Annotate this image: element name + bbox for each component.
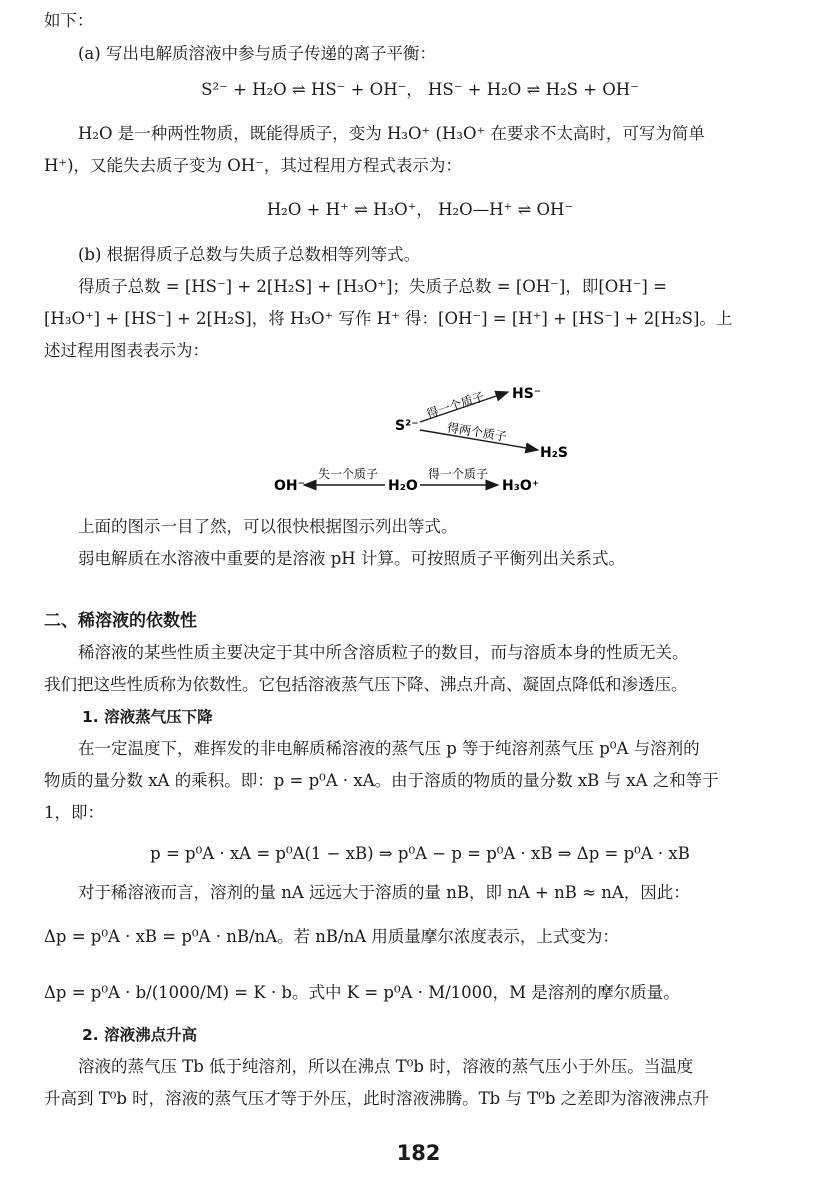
label-lose-one: 失一个质子 [318,467,379,481]
label-gain-one-bottom: 得一个质子 [428,467,489,481]
text-line: 述过程用图表表示为： [44,341,209,360]
text-line: p = p⁰A · xA = p⁰A(1 − xB) ⇒ p⁰A − p = p⁰A · xB ⇒ Δp = p⁰A · xB [150,844,690,863]
hs-label: HS⁻ [512,386,542,402]
text-line: 上面的图示一目了然，可以很快根据图示列出等式。 [78,517,458,536]
text-line: S²⁻ + H₂O ⇌ HS⁻ + OH⁻， HS⁻ + H₂O ⇌ H₂S + OH⁻ [201,80,639,99]
s2-label: S²⁻ [395,418,419,434]
text-line: 溶液的蒸气压 Tb 低于纯溶剂，所以在沸点 T⁰b 时，溶液的蒸气压小于外压。当温度 [78,1057,694,1076]
text-line: [H₃O⁺] + [HS⁻] + 2[H₂S]，将 H₃O⁺ 写作 H⁺ 得：[OH⁻] = [H⁺] + [HS⁻] + 2[H₂S]。上 [44,309,733,328]
text-line: H₂O + H⁺ ⇌ H₃O⁺， H₂O—H⁺ ⇌ OH⁻ [266,200,574,219]
text-line: 得质子总数 = [HS⁻] + 2[H₂S] + [H₃O⁺]；失质子总数 = [OH⁻]，即[OH⁻] = [78,277,667,296]
text-line: (a) 写出电解质溶液中参与质子传递的离子平衡： [78,44,436,63]
label-gain-one: 得一个质子 [424,389,487,422]
text-line: 在一定温度下，难挥发的非电解质稀溶液的蒸气压 p 等于纯溶剂蒸气压 p⁰A 与溶剂的 [78,739,700,758]
proton-transfer-diagram [260,380,580,505]
text-line: 1，即： [44,803,104,822]
text-line: 物质的量分数 xA 的乘积。即：p = p⁰A · xA。由于溶质的物质的量分数 xB 与 xA 之和等于 [44,771,719,790]
text-line: Δp = p⁰A · b/(1000/M) = K · b。式中 K = p⁰A · M/1000，M 是溶剂的摩尔质量。 [44,983,680,1002]
h2s-label: H₂S [540,445,568,461]
text-line: 升高到 T⁰b 时，溶液的蒸气压才等于外压，此时溶液沸腾。Tb 与 T⁰b 之差即为溶液沸点升 [44,1089,710,1108]
text-line: H⁺)，又能失去质子变为 OH⁻，其过程用方程式表示为： [44,156,462,175]
text-line: 我们把这些性质称为依数性。它包括溶液蒸气压下降、沸点升高、凝固点降低和渗透压。 [44,675,688,694]
h2o-label: H₂O [388,478,418,494]
h3o-label: H₃O⁺ [502,478,540,494]
text-line: 弱电解质在水溶液中重要的是溶液 pH 计算。可按照质子平衡列出关系式。 [78,549,625,568]
text-line: H₂O 是一种两性物质，既能得质子，变为 H₃O⁺ (H₃O⁺ 在要求不太高时，可写为简单 [78,124,705,143]
section-heading: 二、稀溶液的依数性 [44,611,197,631]
subsection-heading: 2. 溶液沸点升高 [82,1026,198,1044]
text-line: 如下： [44,11,94,30]
text-line: Δp = p⁰A · xB = p⁰A · nB/nA。若 nB/nA 用质量摩尔浓度表示，上式变为： [44,927,619,946]
text-line: 稀溶液的某些性质主要决定于其中所含溶质粒子的数目，而与溶质本身的性质无关。 [78,643,689,662]
label-gain-two: 得两个质子 [446,420,508,444]
text-line: (b) 根据得质子总数与失质子总数相等列等式。 [78,245,421,264]
text-line: 对于稀溶液而言，溶剂的量 nA 远远大于溶质的量 nB，即 nA + nB ≈ nA，因此： [78,883,690,902]
oh-label: OH⁻ [274,478,306,494]
page-number: 182 [396,1141,441,1165]
subsection-heading: 1. 溶液蒸气压下降 [82,708,213,726]
